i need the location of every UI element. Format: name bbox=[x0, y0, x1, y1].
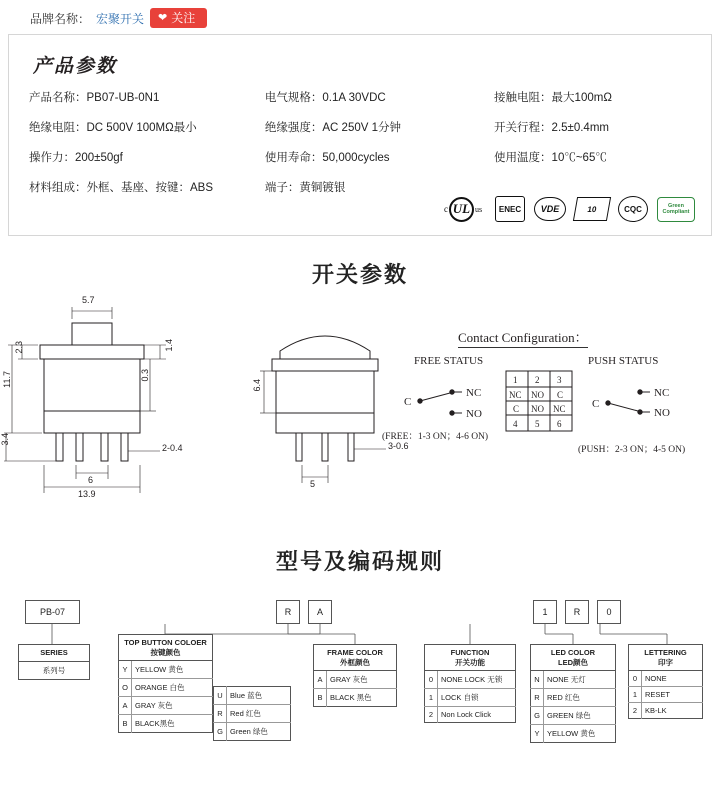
dim-1-4: 1.4 bbox=[164, 339, 174, 352]
code-key: R bbox=[531, 689, 544, 707]
svg-text:NO: NO bbox=[531, 390, 544, 401]
svg-text:NC: NC bbox=[553, 404, 566, 415]
table-row bbox=[531, 707, 616, 725]
param-cell: 材料组成：外框、基座、按键：ABS bbox=[29, 182, 214, 195]
enec-cert-logo: ENEC bbox=[495, 196, 525, 222]
table-row bbox=[629, 703, 703, 719]
code-key: A bbox=[314, 671, 327, 689]
table-row bbox=[531, 645, 616, 671]
code-value: GRAY 灰色 bbox=[132, 697, 213, 715]
table-row bbox=[314, 689, 397, 707]
function-header-en: FUNCTION bbox=[450, 648, 490, 658]
certification-logos bbox=[440, 195, 695, 223]
button-color-header-cn: 按键颜色 bbox=[150, 647, 181, 657]
svg-text:NO: NO bbox=[531, 404, 544, 415]
lettering-legend-table bbox=[628, 644, 703, 719]
table-row bbox=[314, 671, 397, 689]
svg-text:4: 4 bbox=[513, 419, 518, 430]
code-key: B bbox=[119, 715, 132, 733]
code-value: NONE LOCK 无锁 bbox=[438, 671, 516, 689]
vde-cert-logo: VDE bbox=[534, 197, 566, 221]
table-row bbox=[425, 689, 516, 707]
code-key: 0 bbox=[425, 671, 438, 689]
lettering-header-cn: 印字 bbox=[658, 657, 673, 667]
dim-2-0-4: 2-0.4 bbox=[162, 443, 183, 454]
table-row bbox=[629, 687, 703, 703]
dim-5: 5 bbox=[310, 479, 316, 490]
param-cell: 开关行程：2.5±0.4mm bbox=[494, 122, 609, 135]
push-status-note: (PUSH：2-3 ON；4-5 ON) bbox=[578, 445, 686, 456]
svg-text:C: C bbox=[404, 396, 412, 409]
svg-text:NC: NC bbox=[466, 387, 482, 400]
led-color-header-cn: LED颜色 bbox=[558, 657, 588, 667]
svg-text:NC: NC bbox=[654, 387, 670, 400]
green-line2: Compliant bbox=[662, 209, 690, 216]
button-color-header-en: TOP BUTTON COLOER bbox=[124, 638, 207, 648]
switch-drawings bbox=[0, 293, 720, 523]
svg-text:NO: NO bbox=[466, 408, 482, 421]
param-cell: 绝缘电阻：DC 500V 100MΩ最小 bbox=[29, 122, 197, 135]
param-cell: 接触电阻：最大100mΩ bbox=[494, 92, 612, 105]
front-view-drawing bbox=[0, 293, 260, 523]
code-value: KB-LK bbox=[642, 703, 703, 719]
button-color-header bbox=[119, 635, 213, 661]
free-status-label: FREE STATUS bbox=[414, 355, 484, 368]
series-code-box[interactable]: PB-07 bbox=[25, 600, 80, 624]
brand-label: 品牌名称： bbox=[30, 11, 91, 26]
code-value: YELLOW 黄色 bbox=[132, 661, 213, 679]
code-value: ORANGE 白色 bbox=[132, 679, 213, 697]
button-color-code-box[interactable]: A bbox=[308, 600, 332, 624]
code-key: R bbox=[214, 705, 227, 723]
dim-11-7: 11.7 bbox=[2, 371, 12, 389]
ul-mark: UL bbox=[449, 197, 474, 222]
param-cell: 绝缘强度：AC 250V 1分钟 bbox=[264, 122, 402, 135]
follow-button-label: 关注 bbox=[171, 11, 196, 25]
code-value: YELLOW 黄色 bbox=[544, 725, 616, 743]
svg-text:C: C bbox=[513, 404, 520, 415]
svg-text:C: C bbox=[557, 390, 564, 401]
code-value: GRAY 灰色 bbox=[327, 671, 397, 689]
brand-name-link[interactable]: 宏聚开关 bbox=[96, 11, 145, 26]
function-header bbox=[425, 645, 516, 671]
table-row bbox=[531, 671, 616, 689]
frame-color-header-cn: 外框颜色 bbox=[340, 657, 370, 667]
svg-text:3: 3 bbox=[557, 375, 562, 386]
table-row bbox=[119, 715, 213, 733]
free-status-note: (FREE：1-3 ON；4-6 ON) bbox=[382, 432, 489, 443]
dim-top-width: 5.7 bbox=[82, 295, 95, 306]
code-value: Green 绿色 bbox=[227, 723, 291, 741]
frame-color-header bbox=[314, 645, 397, 671]
param-cell: 产品名称：PB07-UB-0N1 bbox=[29, 92, 160, 105]
code-key: Y bbox=[119, 661, 132, 679]
table-row bbox=[119, 679, 213, 697]
code-key: 2 bbox=[425, 707, 438, 723]
ul-c-mark: c bbox=[443, 204, 448, 215]
param-cell: 使用温度：10℃~65℃ bbox=[494, 152, 607, 165]
code-value: RED 红色 bbox=[544, 689, 616, 707]
ul-cert-logo bbox=[440, 195, 486, 223]
dim-0-3: 0.3 bbox=[140, 369, 150, 382]
table-row bbox=[425, 707, 516, 723]
table-row bbox=[119, 661, 213, 679]
lettering-header bbox=[629, 645, 703, 671]
led-color-legend-table bbox=[530, 644, 616, 743]
code-value: Blue 蓝色 bbox=[230, 691, 263, 701]
param-cell: 电气规格：0.1A 30VDC bbox=[264, 92, 386, 105]
code-key: 2 bbox=[629, 703, 642, 719]
table-row bbox=[214, 687, 291, 705]
code-value: NONE bbox=[642, 671, 703, 687]
button-color-legend-table-2 bbox=[213, 686, 291, 741]
coding-rules-title: 型号及编码规则 bbox=[275, 549, 444, 575]
code-key: O bbox=[119, 679, 132, 697]
lettering-header-en: LETTERING bbox=[644, 648, 687, 658]
code-key: G bbox=[531, 707, 544, 725]
code-value: Non Lock Click bbox=[438, 707, 516, 723]
green-line1: Green bbox=[668, 203, 684, 210]
code-value: RESET bbox=[642, 687, 703, 703]
function-code-box[interactable]: 1 bbox=[533, 600, 557, 624]
code-key: G bbox=[214, 723, 227, 741]
table-row bbox=[23, 142, 697, 172]
param-cell: 使用寿命：50,000cycles bbox=[264, 152, 390, 165]
table-row bbox=[119, 697, 213, 715]
table-row bbox=[19, 661, 90, 679]
svg-text:C: C bbox=[592, 398, 600, 411]
table-row bbox=[119, 635, 213, 661]
brand-bar bbox=[0, 0, 720, 34]
code-key: U bbox=[214, 687, 227, 705]
series-header-cn: 系列号 bbox=[42, 665, 66, 675]
param-cell: 端子：黄铜镀银 bbox=[264, 182, 346, 195]
svg-text:NC: NC bbox=[509, 390, 522, 401]
lettering-code-box[interactable]: 0 bbox=[597, 600, 621, 624]
dim-3-4: 3.4 bbox=[0, 433, 10, 446]
code-key: Y bbox=[531, 725, 544, 743]
dim-6: 6 bbox=[88, 475, 94, 486]
code-key: A bbox=[119, 697, 132, 715]
push-status-label: PUSH STATUS bbox=[588, 355, 659, 368]
frame-color-header-en: FRAME COLOR bbox=[327, 648, 383, 658]
table-row bbox=[425, 671, 516, 689]
svg-text:2: 2 bbox=[535, 375, 540, 386]
product-parameters-panel bbox=[8, 34, 712, 236]
series-legend-table bbox=[18, 644, 90, 679]
table-row bbox=[23, 82, 697, 112]
frame-color-legend-table bbox=[313, 644, 397, 707]
code-value: BLACK黑色 bbox=[132, 715, 213, 733]
rohs-cert-logo: 10 bbox=[573, 197, 611, 221]
code-key: B bbox=[314, 689, 327, 707]
table-row bbox=[629, 645, 703, 671]
parameters-title: 产品参数 bbox=[33, 56, 118, 78]
cqc-cert-logo: CQC bbox=[618, 196, 648, 222]
code-value: NONE 无灯 bbox=[544, 671, 616, 689]
ul-us-mark: us bbox=[474, 204, 483, 214]
table-row bbox=[531, 725, 616, 743]
frame-color-code-box[interactable]: R bbox=[276, 600, 300, 624]
svg-text:NO: NO bbox=[654, 407, 670, 420]
code-value: LOCK 自锁 bbox=[438, 689, 516, 707]
svg-text:1: 1 bbox=[513, 375, 518, 386]
table-row bbox=[214, 723, 291, 741]
led-color-code-box[interactable]: R bbox=[565, 600, 589, 624]
green-compliant-logo bbox=[657, 197, 695, 222]
table-row bbox=[531, 689, 616, 707]
code-key: N bbox=[531, 671, 544, 689]
code-key: 1 bbox=[425, 689, 438, 707]
table-row bbox=[314, 645, 397, 671]
table-row bbox=[425, 645, 516, 671]
function-legend-table bbox=[424, 644, 516, 723]
series-header-en: SERIES bbox=[19, 645, 90, 661]
parameters-table bbox=[23, 82, 697, 202]
led-color-header-en: LED COLOR bbox=[550, 648, 596, 658]
dim-2-3: 2.3 bbox=[14, 341, 24, 354]
dim-6-4: 6.4 bbox=[252, 379, 262, 392]
coding-rules-diagram bbox=[0, 582, 720, 797]
button-color-legend-table bbox=[118, 634, 213, 733]
table-row bbox=[629, 671, 703, 687]
led-color-header bbox=[531, 645, 616, 671]
heart-icon: ❤ bbox=[158, 11, 168, 24]
dim-13-9: 13.9 bbox=[78, 489, 96, 500]
code-value: Red 红色 bbox=[227, 705, 291, 723]
dim-3-0-6: 3-0.6 bbox=[388, 441, 409, 452]
switch-parameters-title: 开关参数 bbox=[311, 262, 408, 288]
svg-text:6: 6 bbox=[557, 419, 562, 430]
code-value: GREEN 绿色 bbox=[544, 707, 616, 725]
follow-button[interactable] bbox=[150, 8, 207, 28]
contact-matrix bbox=[500, 365, 580, 443]
table-row bbox=[214, 705, 291, 723]
svg-text:5: 5 bbox=[535, 419, 540, 430]
param-cell: 操作力：200±50gf bbox=[29, 152, 123, 165]
table-row bbox=[19, 645, 90, 661]
code-key: 1 bbox=[629, 687, 642, 703]
function-header-cn: 开关功能 bbox=[455, 657, 485, 667]
code-key: 0 bbox=[629, 671, 642, 687]
code-value: BLACK 黑色 bbox=[327, 689, 397, 707]
contact-configuration-title: Contact Configuration： bbox=[458, 327, 588, 348]
table-row bbox=[23, 112, 697, 142]
